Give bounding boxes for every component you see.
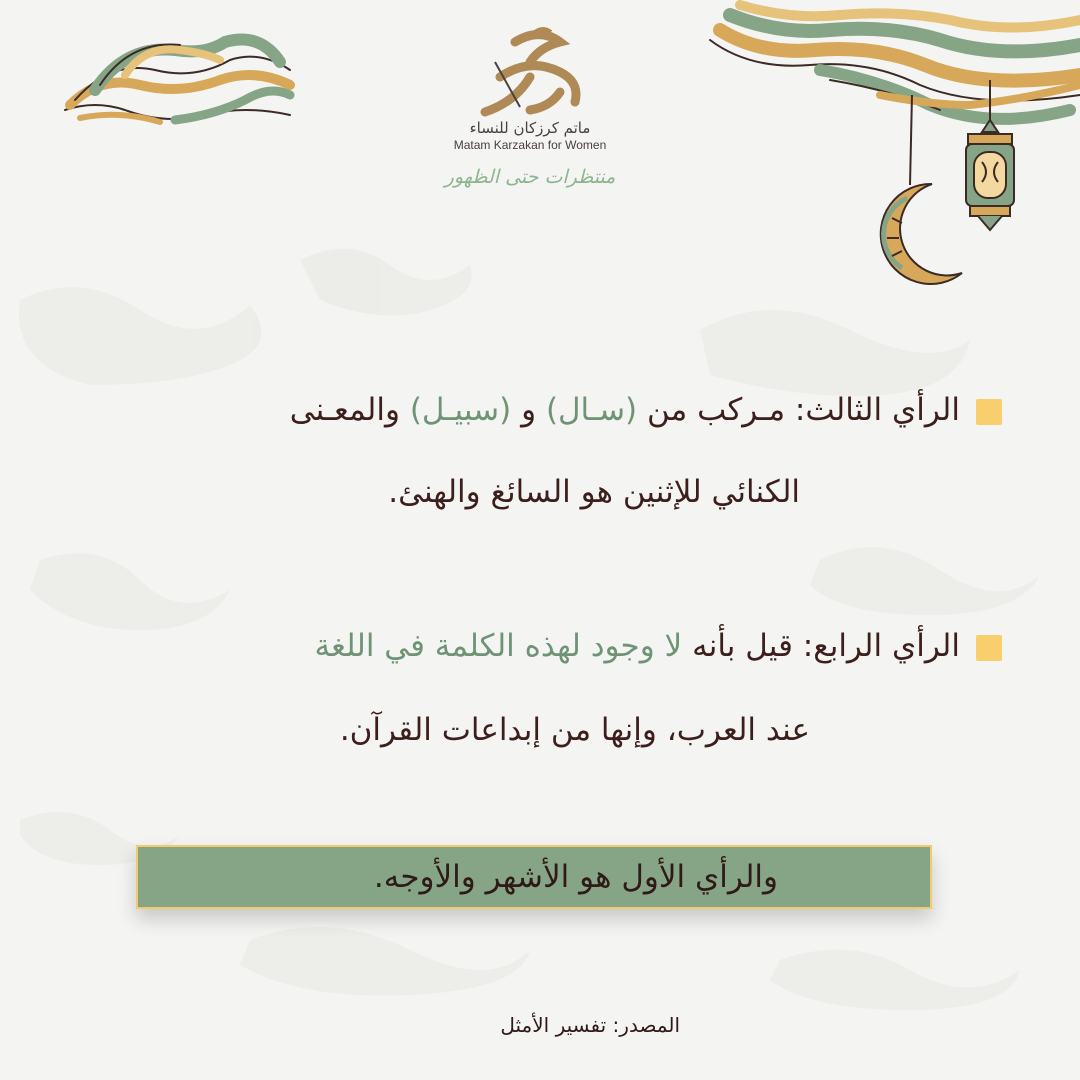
opinion-paragraph: [60, 392, 960, 532]
source-citation: المصدر: تفسير الأمثل: [500, 1013, 680, 1037]
brand-tagline: منتظرات حتى الظهور: [444, 166, 616, 188]
conclusion-text: والرأي الأول هو الأشهر والأوجه.: [373, 859, 778, 895]
cloud-icon: [55, 30, 300, 140]
opinion-paragraph: [60, 628, 960, 768]
highlight-segment: لا وجود لهذه الكلمة في اللغة: [314, 628, 683, 664]
logo-mark-icon: [465, 22, 595, 117]
highlight-segment: (سبيـل): [409, 392, 512, 428]
lantern-icon: [960, 118, 1020, 233]
hanging-string: [910, 95, 912, 185]
text-segment: الرأي الثالث: مـركب من: [637, 392, 960, 428]
bullet-marker: [976, 635, 1002, 661]
highlight-segment: (سـال): [545, 392, 638, 428]
brand-logo: [430, 22, 630, 242]
bullet-marker: [976, 399, 1002, 425]
brand-name-english: Matam Karzakan for Women: [453, 138, 607, 152]
text-segment: الرأي الرابع: قيل بأنه: [682, 628, 960, 664]
text-segment: و: [511, 392, 546, 428]
paragraph-line: عند العرب، وإنها من إبداعات القرآن.: [339, 712, 810, 748]
paragraph-line: [315, 628, 960, 665]
conclusion-banner: [136, 845, 932, 909]
paragraph-line: الكنائي للإثنين هو السائغ والهنئ.: [388, 474, 800, 510]
paragraph-line: [290, 392, 960, 429]
crescent-moon-icon: [862, 178, 972, 293]
brand-name-arabic: ماتم كرزكان للنساء: [469, 119, 591, 137]
text-segment: والمعـنى: [289, 392, 410, 428]
